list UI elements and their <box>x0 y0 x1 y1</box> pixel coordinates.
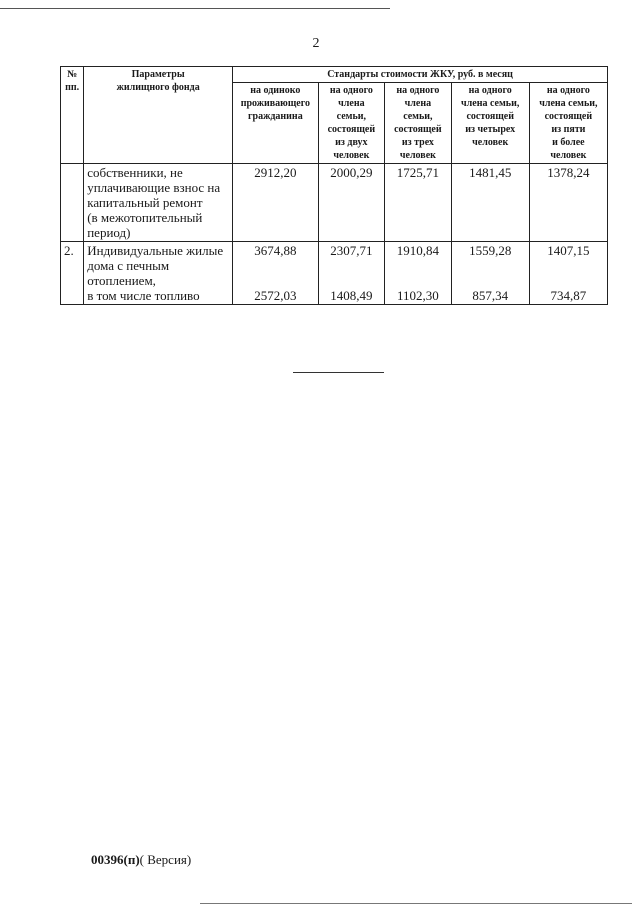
row2-cell-single <box>233 242 319 305</box>
row2-value-five: 1407,15 <box>547 243 590 258</box>
row2-fuel-four: 857,34 <box>472 288 509 303</box>
row2-value-three: 1910,84 <box>396 243 439 258</box>
header-col-single: на одиноко проживающего гражданина <box>233 83 319 164</box>
row1-value-single: 2912,20 <box>233 164 319 242</box>
table-row <box>61 242 608 305</box>
row2-value-single: 3674,88 <box>254 243 297 258</box>
row2-cell-four <box>451 242 529 305</box>
header-col-three: на одного члена семьи, состоящей из трех человек <box>385 83 452 164</box>
row1-param: собственники, не уплачивающие взнос на капитальный ремонт (в межотопительный период) <box>84 164 233 242</box>
row2-value-two: 2307,71 <box>330 243 373 258</box>
row2-fuel-single: 2572,03 <box>254 288 297 303</box>
table-row <box>61 164 608 242</box>
header-param: Параметры жилищного фонда <box>84 67 233 164</box>
bottom-rule <box>200 903 632 904</box>
header-col-two: на одного члена семьи, состоящей из двух человек <box>318 83 385 164</box>
row2-cell-three <box>385 242 452 305</box>
row1-num <box>61 164 84 242</box>
page-number: 2 <box>312 36 320 51</box>
header-col-five: на одного члена семьи, состоящей из пяти и более человек <box>529 83 607 164</box>
row2-cell-two <box>318 242 385 305</box>
row2-fuel-five: 734,87 <box>550 288 587 303</box>
row2-num: 2. <box>61 242 84 305</box>
row2-value-four: 1559,28 <box>469 243 512 258</box>
top-rule <box>0 8 390 9</box>
footer-doc-code <box>91 852 191 868</box>
row2-fuel-three: 1102,30 <box>396 288 439 303</box>
row2-cell-five <box>529 242 607 305</box>
row1-value-four: 1481,45 <box>451 164 529 242</box>
end-of-document-rule <box>293 372 384 373</box>
header-num: № пп. <box>61 67 84 164</box>
housing-cost-standards-table <box>60 66 608 305</box>
header-col-four: на одного члена семьи, состоящей из четырех человек <box>451 83 529 164</box>
footer-code: 00396(п) <box>91 852 140 867</box>
row2-param: Индивидуальные жилые дома с печным отоплением, в том числе топливо <box>84 242 233 305</box>
row1-value-three: 1725,71 <box>385 164 452 242</box>
row1-value-five: 1378,24 <box>529 164 607 242</box>
table-header-row <box>61 67 608 83</box>
footer-version: ( Версия) <box>139 852 192 867</box>
header-standards-title: Стандарты стоимости ЖКУ, руб. в месяц <box>233 67 608 83</box>
row1-value-two: 2000,29 <box>318 164 385 242</box>
row2-fuel-two: 1408,49 <box>330 288 373 303</box>
